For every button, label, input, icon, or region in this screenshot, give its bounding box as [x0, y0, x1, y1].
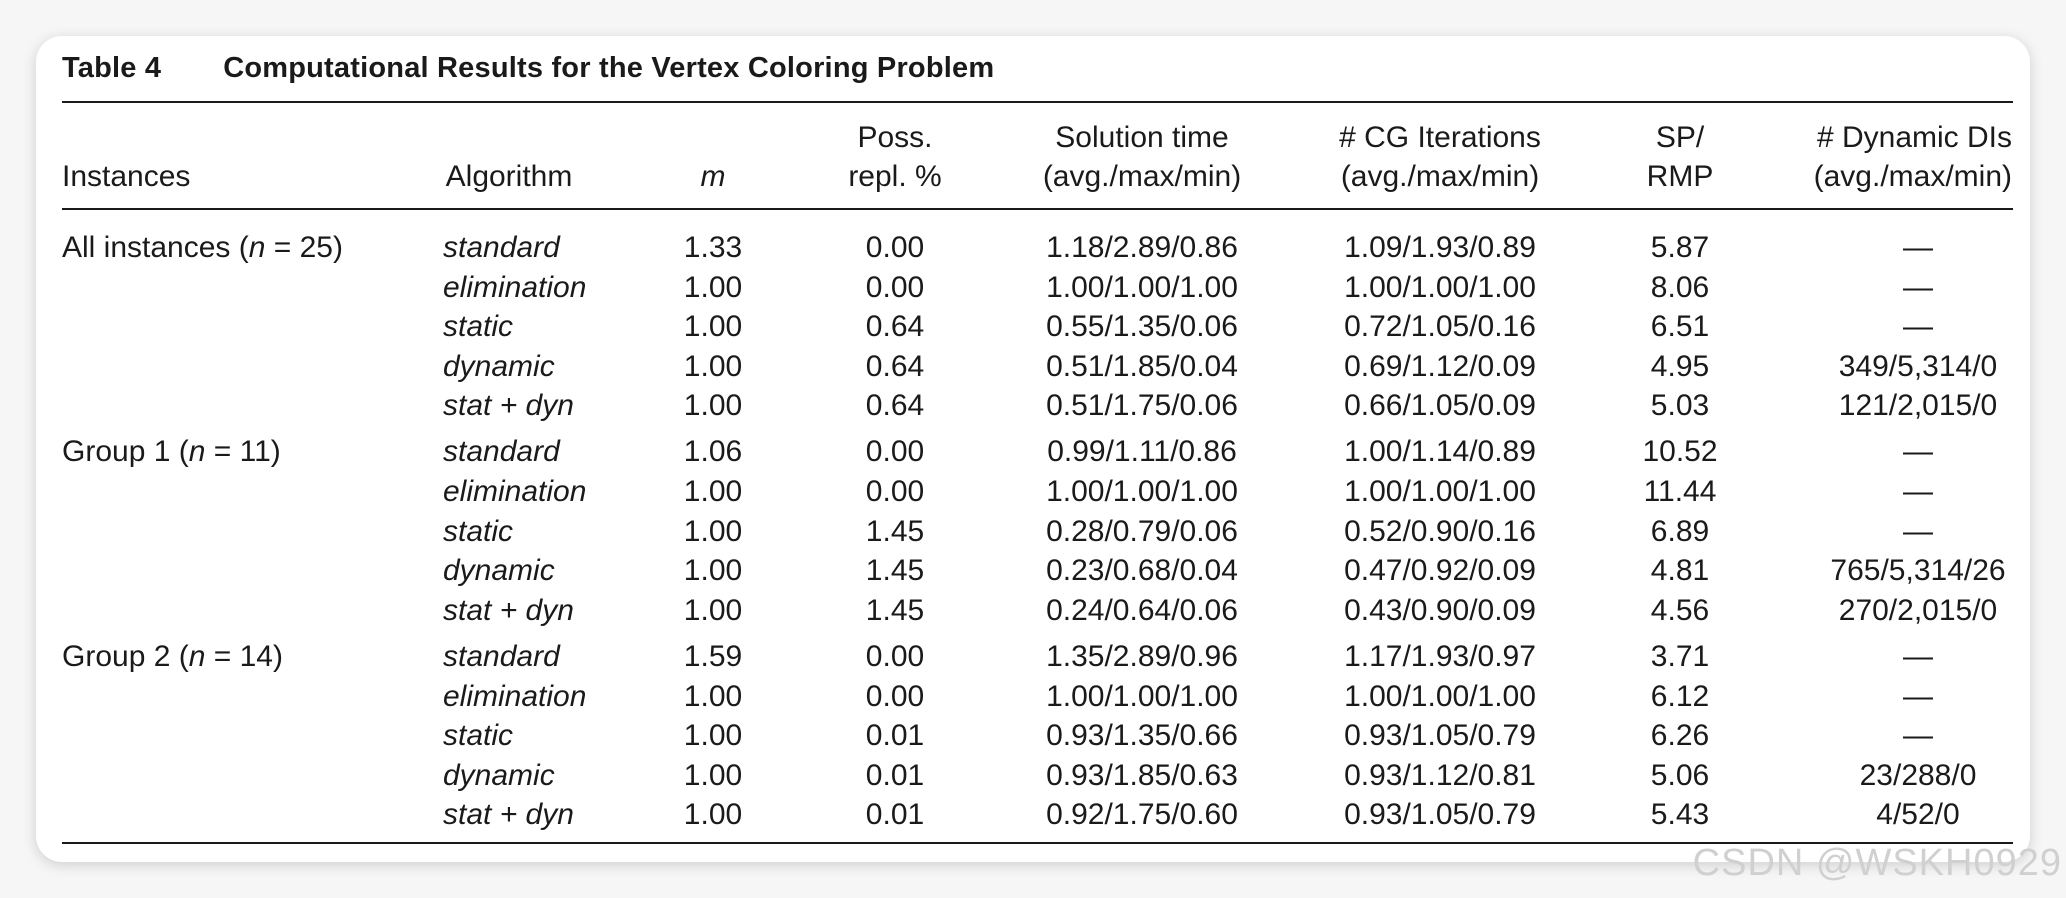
table-caption — [62, 52, 994, 85]
cell-sp: 10.52 — [1642, 435, 1718, 468]
top-rule — [62, 101, 2013, 103]
cell-poss: 0.00 — [865, 231, 925, 264]
cell-di: — — [1903, 231, 1933, 264]
cell-poss: 1.45 — [865, 594, 925, 627]
cell-m: 1.00 — [683, 680, 743, 713]
cell-sp: 6.12 — [1650, 680, 1710, 713]
watermark: CSDN @WSKH0929 — [1692, 842, 2062, 884]
header-di-line1: # Dynamic DIs — [1816, 121, 2012, 154]
header-poss-line2: repl. % — [848, 160, 942, 193]
cell-algorithm: standard — [443, 231, 560, 264]
cell-sp: 5.03 — [1650, 389, 1710, 422]
cell-algorithm: static — [443, 310, 514, 343]
cell-time: 0.23/0.68/0.04 — [1046, 554, 1238, 587]
cell-time: 0.28/0.79/0.06 — [1046, 515, 1238, 548]
cell-algorithm: dynamic — [443, 554, 555, 587]
cell-poss: 0.64 — [865, 310, 925, 343]
cell-m: 1.00 — [683, 475, 743, 508]
italic-n: n — [188, 435, 206, 468]
cell-di: 121/2,015/0 — [1838, 389, 1998, 422]
cell-di: — — [1903, 271, 1933, 304]
cell-poss: 0.00 — [865, 435, 925, 468]
header-time-line1: Solution time — [1055, 121, 1229, 154]
cell-cg: 0.93/1.12/0.81 — [1344, 759, 1536, 792]
cell-sp: 6.89 — [1650, 515, 1710, 548]
cell-poss: 0.64 — [865, 350, 925, 383]
cell-algorithm: dynamic — [443, 350, 555, 383]
header-m: m — [700, 160, 726, 193]
cell-time: 0.92/1.75/0.60 — [1046, 798, 1238, 831]
cell-algorithm: elimination — [443, 271, 587, 304]
cell-m: 1.00 — [683, 350, 743, 383]
cell-di: — — [1903, 475, 1933, 508]
cell-poss: 0.64 — [865, 389, 925, 422]
cell-sp: 4.56 — [1650, 594, 1710, 627]
header-poss-line1: Poss. — [857, 121, 933, 154]
cell-cg: 1.00/1.14/0.89 — [1344, 435, 1536, 468]
cell-di: 349/5,314/0 — [1838, 350, 1998, 383]
cell-di: — — [1903, 310, 1933, 343]
cell-m: 1.06 — [683, 435, 743, 468]
cell-algorithm: stat + dyn — [443, 389, 574, 422]
cell-time: 1.00/1.00/1.00 — [1046, 475, 1238, 508]
cell-algorithm: static — [443, 515, 514, 548]
cell-m: 1.00 — [683, 759, 743, 792]
cell-m: 1.00 — [683, 594, 743, 627]
cell-cg: 0.93/1.05/0.79 — [1344, 719, 1536, 752]
cell-sp: 5.43 — [1650, 798, 1710, 831]
cell-di: 4/52/0 — [1876, 798, 1960, 831]
cell-time: 0.99/1.11/0.86 — [1047, 435, 1237, 468]
cell-poss: 0.00 — [865, 640, 925, 673]
cell-di: — — [1903, 680, 1933, 713]
cell-sp: 6.51 — [1650, 310, 1710, 343]
cell-di: 765/5,314/26 — [1830, 554, 2006, 587]
cell-cg: 0.43/0.90/0.09 — [1344, 594, 1536, 627]
cell-instance: Group 2 (n = 14) — [62, 640, 283, 673]
cell-algorithm: static — [443, 719, 514, 752]
cell-cg: 1.09/1.93/0.89 — [1344, 231, 1536, 264]
cell-time: 0.51/1.75/0.06 — [1046, 389, 1238, 422]
cell-time: 0.51/1.85/0.04 — [1046, 350, 1238, 383]
cell-m: 1.00 — [683, 515, 743, 548]
header-rule — [62, 208, 2013, 210]
header-cg-line2: (avg./max/min) — [1340, 160, 1540, 193]
cell-sp: 4.81 — [1650, 554, 1710, 587]
cell-algorithm: stat + dyn — [443, 594, 574, 627]
cell-sp: 4.95 — [1650, 350, 1710, 383]
cell-di: 270/2,015/0 — [1838, 594, 1998, 627]
cell-poss: 0.00 — [865, 271, 925, 304]
italic-n: n — [248, 231, 266, 264]
cell-time: 1.35/2.89/0.96 — [1046, 640, 1238, 673]
cell-m: 1.00 — [683, 389, 743, 422]
cell-di: — — [1903, 640, 1933, 673]
cell-m: 1.33 — [683, 231, 743, 264]
cell-algorithm: standard — [443, 435, 560, 468]
cell-cg: 1.17/1.93/0.97 — [1344, 640, 1536, 673]
table-card — [36, 36, 2030, 862]
cell-algorithm: standard — [443, 640, 560, 673]
cell-poss: 0.01 — [865, 719, 925, 752]
cell-algorithm: stat + dyn — [443, 798, 574, 831]
cell-algorithm: elimination — [443, 680, 587, 713]
header-cg-line1: # CG Iterations — [1339, 121, 1541, 154]
header-di-line2: (avg./max/min) — [1813, 160, 2012, 193]
cell-sp: 11.44 — [1643, 475, 1717, 508]
cell-sp: 5.06 — [1650, 759, 1710, 792]
header-instances: Instances — [62, 160, 191, 193]
cell-cg: 0.93/1.05/0.79 — [1344, 798, 1536, 831]
cell-poss: 0.01 — [865, 759, 925, 792]
cell-instance: Group 1 (n = 11) — [62, 435, 281, 468]
cell-poss: 0.00 — [865, 680, 925, 713]
cell-algorithm: dynamic — [443, 759, 555, 792]
cell-time: 1.00/1.00/1.00 — [1046, 271, 1238, 304]
header-algorithm: Algorithm — [445, 160, 573, 193]
cell-cg: 0.66/1.05/0.09 — [1344, 389, 1536, 422]
cell-di: — — [1903, 719, 1933, 752]
cell-m: 1.00 — [683, 554, 743, 587]
cell-sp: 8.06 — [1650, 271, 1710, 304]
cell-poss: 1.45 — [865, 515, 925, 548]
italic-n: n — [188, 640, 206, 673]
cell-instance: All instances (n = 25) — [62, 231, 343, 264]
cell-cg: 1.00/1.00/1.00 — [1344, 680, 1536, 713]
cell-sp: 3.71 — [1650, 640, 1710, 673]
cell-m: 1.59 — [683, 640, 743, 673]
cell-cg: 1.00/1.00/1.00 — [1344, 271, 1536, 304]
cell-m: 1.00 — [683, 719, 743, 752]
cell-cg: 0.52/0.90/0.16 — [1344, 515, 1536, 548]
cell-di: — — [1903, 515, 1933, 548]
cell-sp: 6.26 — [1650, 719, 1710, 752]
cell-poss: 1.45 — [865, 554, 925, 587]
cell-time: 0.55/1.35/0.06 — [1046, 310, 1238, 343]
header-sp-line2: RMP — [1646, 160, 1714, 193]
cell-sp: 5.87 — [1650, 231, 1710, 264]
cell-cg: 0.72/1.05/0.16 — [1344, 310, 1536, 343]
cell-m: 1.00 — [683, 798, 743, 831]
cell-time: 0.24/0.64/0.06 — [1046, 594, 1238, 627]
table-title: Computational Results for the Vertex Coloring Problem — [223, 52, 995, 84]
header-sp-line1: SP/ — [1655, 121, 1705, 154]
cell-m: 1.00 — [683, 310, 743, 343]
table-label: Table 4 — [62, 52, 162, 84]
header-time-line2: (avg./max/min) — [1042, 160, 1242, 193]
cell-poss: 0.00 — [865, 475, 925, 508]
cell-cg: 0.69/1.12/0.09 — [1344, 350, 1536, 383]
cell-poss: 0.01 — [865, 798, 925, 831]
cell-cg: 0.47/0.92/0.09 — [1344, 554, 1536, 587]
cell-time: 1.00/1.00/1.00 — [1046, 680, 1238, 713]
cell-m: 1.00 — [683, 271, 743, 304]
cell-di: 23/288/0 — [1859, 759, 1977, 792]
cell-cg: 1.00/1.00/1.00 — [1344, 475, 1536, 508]
cell-time: 0.93/1.85/0.63 — [1046, 759, 1238, 792]
cell-algorithm: elimination — [443, 475, 587, 508]
cell-time: 0.93/1.35/0.66 — [1046, 719, 1238, 752]
cell-time: 1.18/2.89/0.86 — [1046, 231, 1238, 264]
cell-di: — — [1903, 435, 1933, 468]
